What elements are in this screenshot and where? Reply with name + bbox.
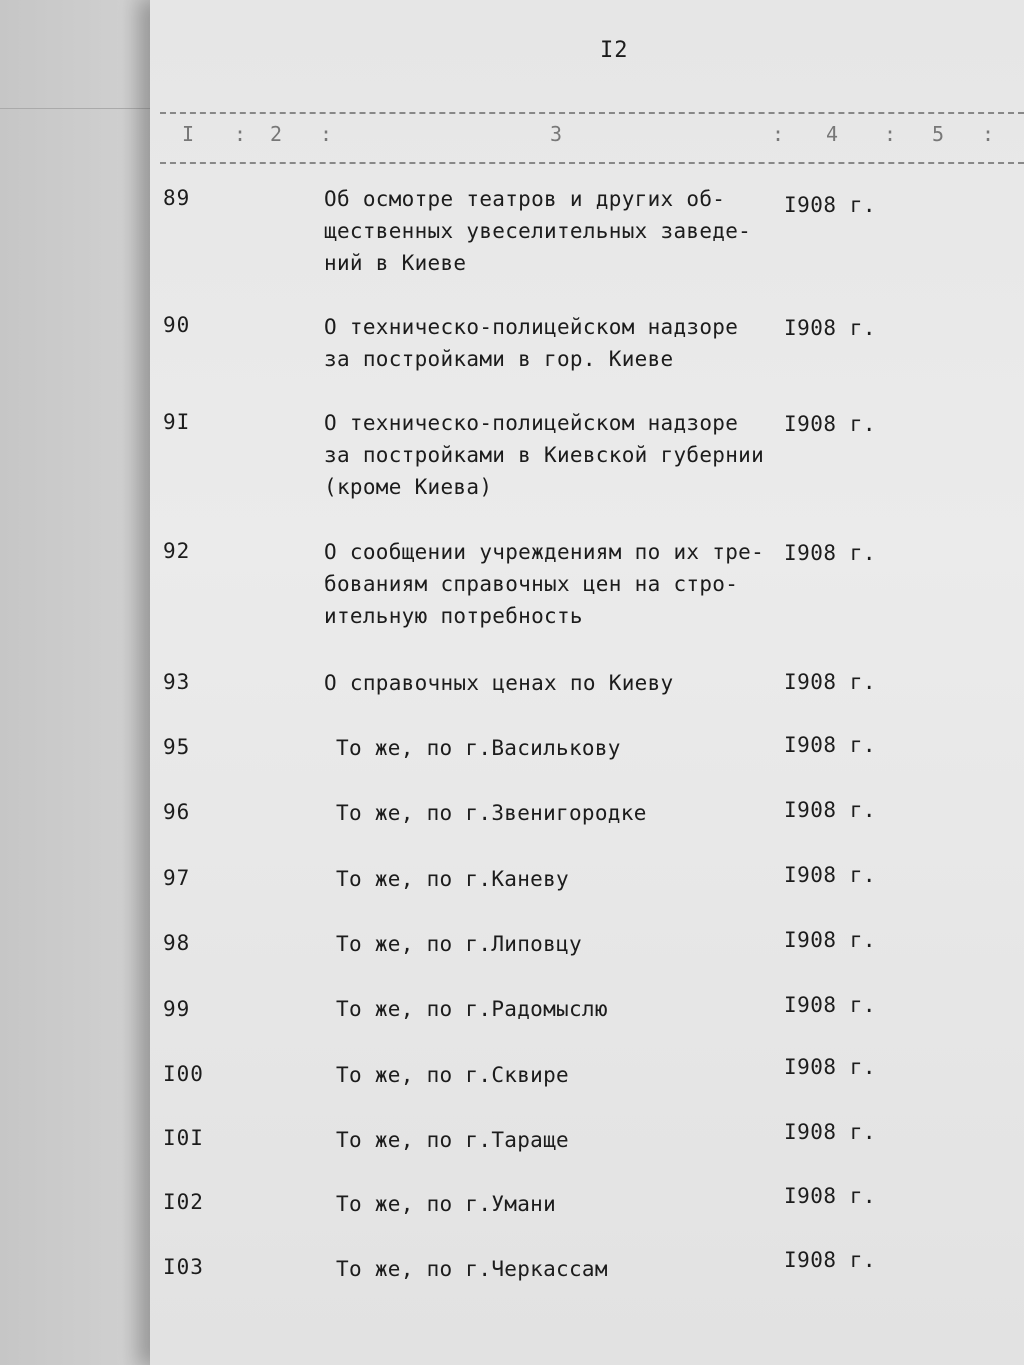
column-header-sep: : [234,122,247,146]
column-header-sep: : [772,122,785,146]
entry-date: I908 г. [784,541,877,565]
entry-number: 89 [163,186,191,210]
entry-date: I908 г. [784,798,877,822]
entry-number: 92 [163,539,191,563]
entry-title: Об осмотре театров и других об- щественных увеселительных заведе- ний в Киеве [324,187,752,275]
entry-number: I03 [163,1255,204,1279]
column-header-3: 3 [550,122,563,146]
entry-number: 99 [163,997,191,1021]
entry-date: I908 г. [784,193,877,217]
entry-number: 9I [163,410,191,434]
underlying-page-edge [0,0,175,1365]
entry-number: 93 [163,670,191,694]
underlying-page-rule [0,108,160,109]
entry-date: I908 г. [784,316,877,340]
entry-date: I908 г. [784,1248,877,1272]
page-number: I2 [600,38,629,63]
entry-number: 98 [163,931,191,955]
entry-date: I908 г. [784,993,877,1017]
entry-date: I908 г. [784,733,877,757]
entry-title: То же, по г.Липовцу [336,932,582,956]
entry-date: I908 г. [784,1120,877,1144]
entry-number: I0I [163,1126,204,1150]
entry-title: То же, по г.Умани [336,1192,557,1216]
entry-title: О техническо-полицейском надзоре за постройками в Киевской губернии (кроме Киева) [324,411,765,499]
entry-title: То же, по г.Радомыслю [336,997,608,1021]
column-header-sep: : [320,122,333,146]
entry-number: 97 [163,866,191,890]
column-header-4: 4 [826,122,839,146]
entry-title: То же, по г.Черкассам [336,1257,608,1281]
column-header-sep: : [982,122,995,146]
entry-title: О справочных ценах по Киеву [324,671,674,695]
entry-title: То же, по г.Каневу [336,867,569,891]
entry-title: То же, по г.Сквире [336,1063,569,1087]
entry-title: То же, по г.Таращe [336,1128,569,1152]
column-header-sep: : [884,122,897,146]
header-rule-bottom [160,162,1024,164]
entry-title: О техническо-полицейском надзоре за постройками в гор. Киеве [324,315,739,371]
entry-date: I908 г. [784,1055,877,1079]
entry-title: То же, по г.Звенигородке [336,801,647,825]
entry-date: I908 г. [784,928,877,952]
entry-date: I908 г. [784,670,877,694]
column-header-1: I [182,122,195,146]
entry-date: I908 г. [784,412,877,436]
header-rule-top [160,112,1024,114]
entry-number: 95 [163,735,191,759]
entry-title: О сообщении учреждениям по их тре- бованиям справочных цен на стро- ительную потребность [324,540,765,628]
entry-number: I02 [163,1190,204,1214]
column-header-2: 2 [270,122,283,146]
entry-title: То же, по г.Василькову [336,736,621,760]
entry-number: I00 [163,1062,204,1086]
column-header-5: 5 [932,122,945,146]
entry-date: I908 г. [784,863,877,887]
entry-date: I908 г. [784,1184,877,1208]
entry-number: 96 [163,800,191,824]
entry-number: 90 [163,313,191,337]
